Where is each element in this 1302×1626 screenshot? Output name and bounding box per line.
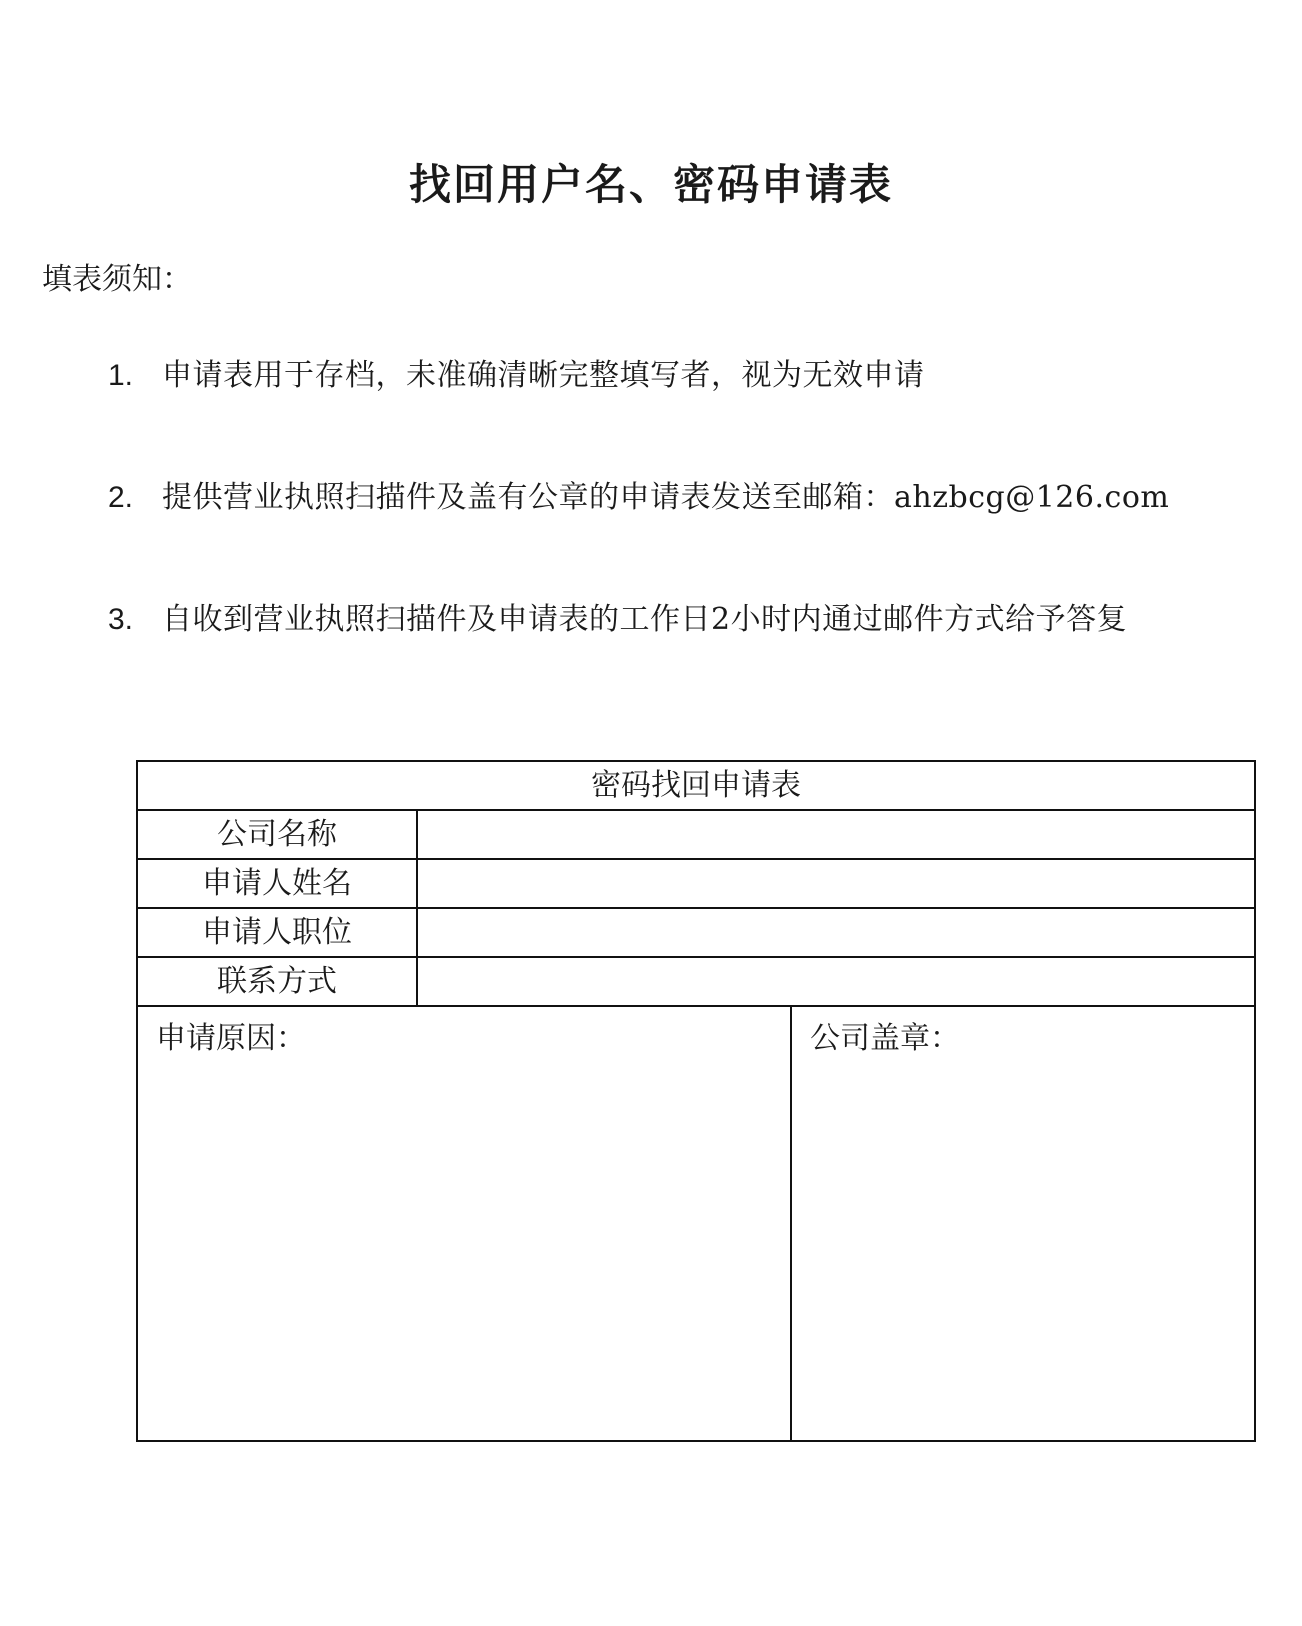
notice-item (108, 350, 925, 394)
form-row-company-name (138, 811, 1254, 860)
contact-field[interactable] (418, 958, 1254, 1005)
notice-item-number: 1. (108, 359, 134, 392)
company-seal-label: 公司盖章： (810, 1021, 960, 1056)
notice-item-number: 2. (108, 481, 134, 514)
company-name-field[interactable] (418, 811, 1254, 858)
notice-item-text: 自收到营业执照扫描件及申请表的工作日2小时内通过邮件方式给予答复 (162, 602, 1128, 637)
applicant-position-field[interactable] (418, 909, 1254, 956)
company-seal-field[interactable] (792, 1007, 1254, 1440)
application-form-table (136, 760, 1256, 1442)
notice-item (108, 594, 1127, 638)
form-row-applicant-position (138, 909, 1254, 958)
field-label: 申请人职位 (138, 909, 418, 956)
field-label: 公司名称 (138, 811, 418, 858)
form-table-title: 密码找回申请表 (138, 762, 1254, 811)
notice-item-text: 提供营业执照扫描件及盖有公章的申请表发送至邮箱：ahzbcg@126.com (162, 480, 1170, 515)
notice-item-number: 3. (108, 603, 134, 636)
application-reason-field[interactable] (138, 1007, 792, 1440)
field-label: 申请人姓名 (138, 860, 418, 907)
form-row-contact (138, 958, 1254, 1007)
applicant-name-field[interactable] (418, 860, 1254, 907)
notice-item-text: 申请表用于存档，未准确清晰完整填写者，视为无效申请 (162, 358, 925, 393)
form-row-applicant-name (138, 860, 1254, 909)
field-label: 联系方式 (138, 958, 418, 1005)
application-reason-label: 申请原因： (156, 1021, 306, 1056)
form-bottom-area (138, 1007, 1254, 1440)
notice-item (108, 472, 1169, 516)
notice-heading: 填表须知： (42, 262, 192, 297)
page-title: 找回用户名、密码申请表 (408, 160, 893, 209)
